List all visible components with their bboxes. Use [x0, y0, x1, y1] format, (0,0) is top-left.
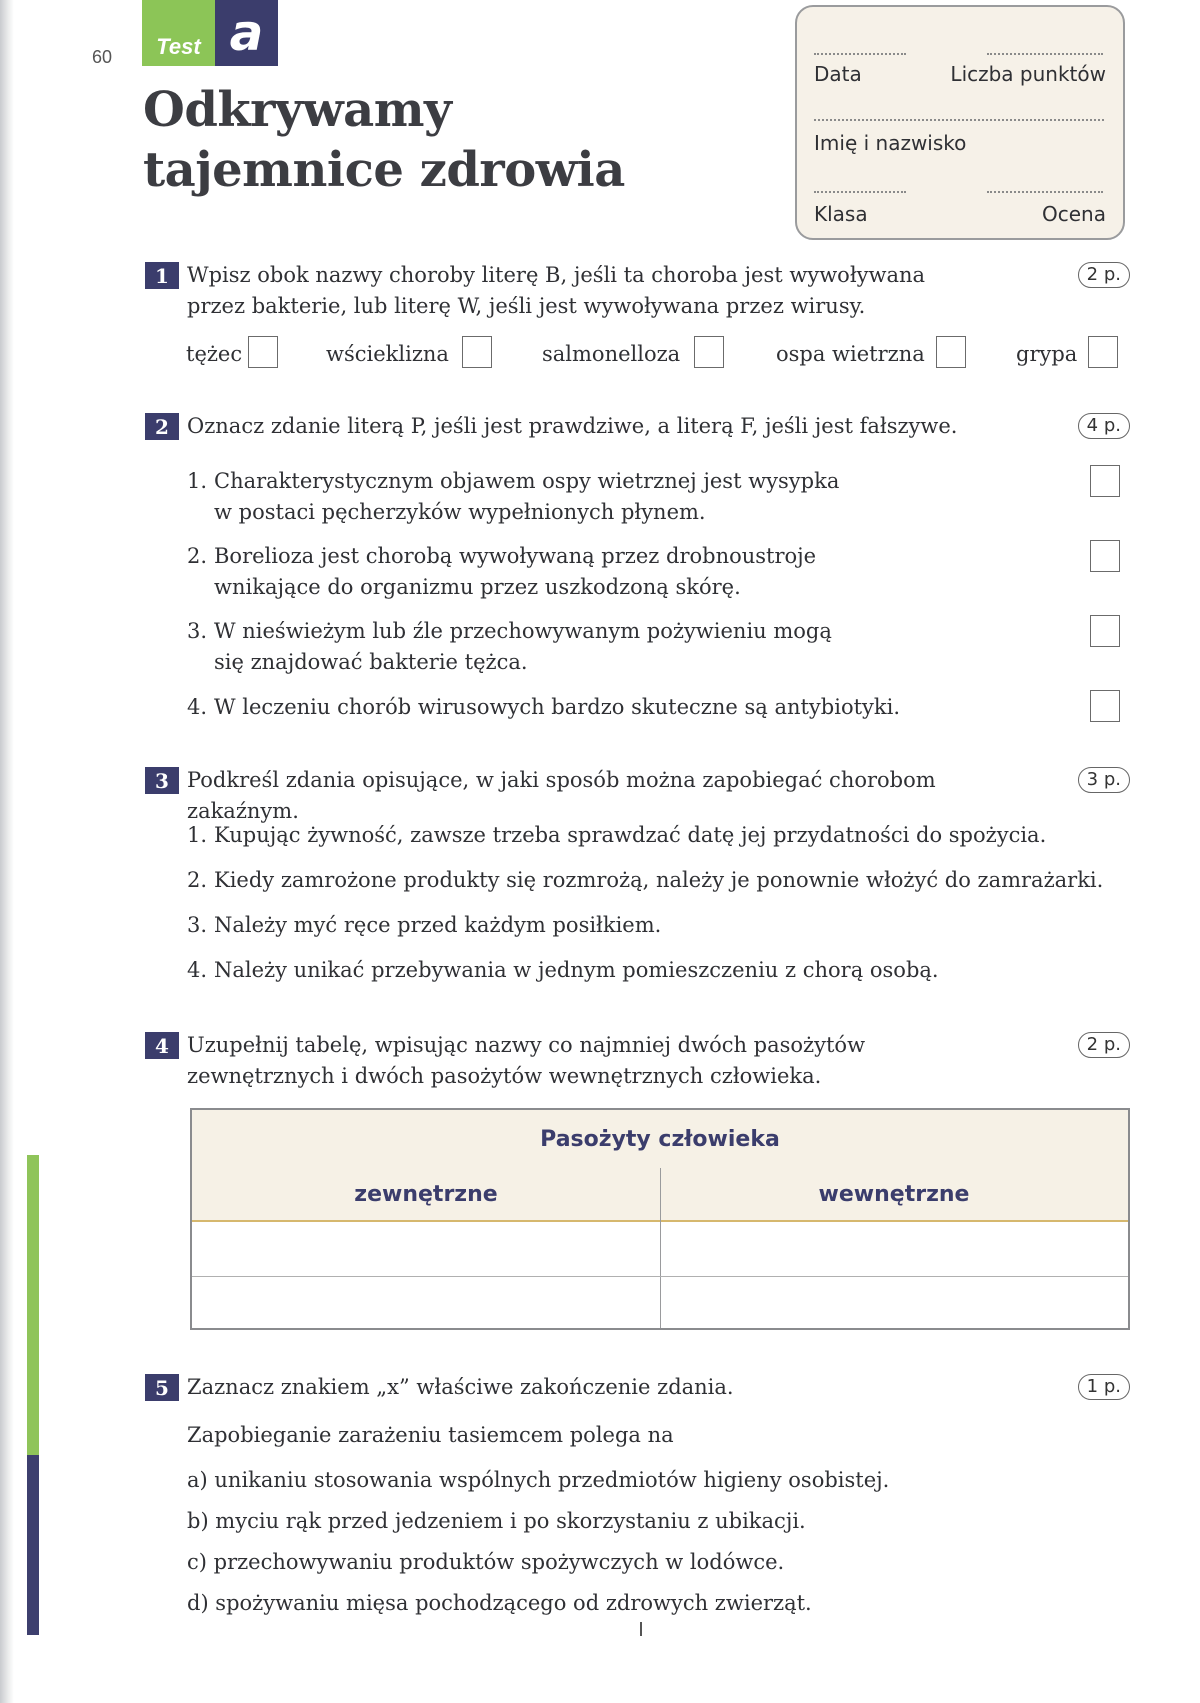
- points-badge: 4 p.: [1078, 413, 1130, 439]
- task-2: [145, 411, 1130, 443]
- true-false-box[interactable]: [1090, 690, 1120, 722]
- task-5: [145, 1372, 1130, 1404]
- page-edge-navy-marker: [27, 1455, 39, 1635]
- disease-label: ospa wietrzna: [776, 342, 925, 366]
- name-field-line[interactable]: [814, 119, 1104, 121]
- statement-number: 4.: [187, 695, 208, 719]
- date-label: Data: [814, 62, 862, 86]
- class-field-line[interactable]: [814, 191, 906, 193]
- page-edge-green-marker: [27, 1155, 39, 1455]
- points-label: Liczba punktów: [950, 62, 1106, 86]
- statement-line: W leczeniu chorób wirusowych bardzo skuteczne są antybiotyki.: [214, 695, 901, 719]
- disease-label: wścieklizna: [326, 342, 449, 366]
- points-badge: 2 p.: [1078, 1032, 1130, 1058]
- task-instruction-line: przez bakterie, lub literę W, jeśli jest wywoływana przez wirusy.: [187, 294, 866, 318]
- task-instruction: [187, 1030, 967, 1092]
- task-instruction: Oznacz zdanie literą P, jeśli jest prawdziwe, a literą F, jeśli jest fałszywe.: [187, 414, 958, 438]
- book-spine-shadow: [0, 0, 14, 1703]
- task-instruction: Podkreśl zdania opisujące, w jaki sposób można zapobiegać chorobom zakaźnym.: [187, 768, 936, 823]
- statement-line: Charakterystycznym objawem ospy wietrznej jest wysypka: [214, 469, 840, 493]
- table-title: Pasożyty człowieka: [192, 1110, 1128, 1169]
- date-field-line[interactable]: [814, 53, 906, 55]
- task-number: 2: [145, 413, 179, 440]
- disease-label: salmonelloza: [542, 342, 681, 366]
- task-instruction-line: zewnętrznych i dwóch pasożytów wewnętrznych człowieka.: [187, 1064, 822, 1088]
- sentence-number: 4.: [187, 958, 208, 982]
- statement-line: wnikające do organizmu przez uszkodzoną skórę.: [214, 575, 741, 599]
- question-stem: Zapobieganie zarażeniu tasiemcem polega na: [187, 1423, 674, 1447]
- task-number: 4: [145, 1032, 179, 1059]
- statement-number: 1.: [187, 469, 208, 493]
- task-instruction: Zaznacz znakiem „x” właściwe zakończenie zdania.: [187, 1375, 734, 1399]
- column-header-internal: wewnętrzne: [660, 1168, 1128, 1222]
- task-instruction: [187, 260, 967, 322]
- true-false-box[interactable]: [1090, 540, 1120, 572]
- sheet-center-mark: [640, 1622, 642, 1636]
- sentence-text[interactable]: Należy unikać przebywania w jednym pomieszczeniu z chorą osobą.: [214, 958, 939, 982]
- sentence-text[interactable]: Należy myć ręce przed każdym posiłkiem.: [214, 913, 662, 937]
- answer-option-d[interactable]: d) spożywaniu mięsa pochodzącego od zdrowych zwierząt.: [187, 1591, 812, 1615]
- sentence-text[interactable]: Kiedy zamrożone produkty się rozmrożą, należy je ponownie włożyć do zamrażarki.: [214, 868, 1104, 892]
- statement-line: Borelioza jest chorobą wywoływaną przez drobnoustroje: [214, 544, 817, 568]
- task-instruction-line: Uzupełnij tabelę, wpisując nazwy co najmniej dwóch pasożytów: [187, 1033, 866, 1057]
- points-badge: 1 p.: [1078, 1374, 1130, 1400]
- answer-box[interactable]: [694, 336, 724, 368]
- points-badge: 2 p.: [1078, 262, 1130, 288]
- answer-box[interactable]: [1088, 336, 1118, 368]
- task-number: 5: [145, 1374, 179, 1401]
- true-false-box[interactable]: [1090, 615, 1120, 647]
- disease-answer-row: [186, 336, 1126, 376]
- answer-cell-internal-2[interactable]: [660, 1276, 1128, 1330]
- column-header-external: zewnętrzne: [192, 1168, 660, 1222]
- disease-label: tężec: [186, 342, 243, 366]
- answer-cell-external-1[interactable]: [192, 1222, 660, 1276]
- grade-label: Ocena: [1042, 202, 1106, 226]
- student-info-box: [795, 5, 1125, 240]
- statement-number: 3.: [187, 619, 208, 643]
- statement-number: 2.: [187, 544, 208, 568]
- true-false-box[interactable]: [1090, 465, 1120, 497]
- answer-option-a[interactable]: a) unikaniu stosowania wspólnych przedmiotów higieny osobistej.: [187, 1468, 890, 1492]
- statement-text: [214, 616, 974, 678]
- class-label: Klasa: [814, 202, 868, 226]
- statement-text: [214, 541, 974, 603]
- test-badge-letter: a: [215, 0, 278, 66]
- task-4: [145, 1030, 1130, 1094]
- page-number: 60: [92, 47, 113, 67]
- statement-item: [187, 616, 987, 678]
- points-badge: 3 p.: [1078, 767, 1130, 793]
- statement-line: się znajdować bakterie tężca.: [214, 650, 528, 674]
- answer-cell-external-2[interactable]: [192, 1276, 660, 1330]
- task-number: 3: [145, 767, 179, 794]
- disease-label: grypa: [1016, 342, 1078, 366]
- statement-line: w postaci pęcherzyków wypełnionych płynem.: [214, 500, 706, 524]
- answer-box[interactable]: [248, 336, 278, 368]
- task-3: [145, 765, 1130, 823]
- answer-box[interactable]: [462, 336, 492, 368]
- answer-option-b[interactable]: b) myciu rąk przed jedzeniem i po skorzystaniu z ubikacji.: [187, 1509, 806, 1533]
- statement-text: [214, 466, 974, 528]
- test-badge: [142, 0, 278, 66]
- test-badge-label: Test: [142, 0, 215, 66]
- task-number: 1: [145, 262, 179, 289]
- grade-field-line[interactable]: [987, 191, 1103, 193]
- statement-line: W nieświeżym lub źle przechowywanym pożywieniu mogą: [214, 619, 832, 643]
- statement-item: [187, 541, 987, 603]
- parasites-table: [190, 1108, 1130, 1330]
- answer-box[interactable]: [936, 336, 966, 368]
- statement-text: [214, 692, 974, 723]
- sentence-number: 2.: [187, 868, 208, 892]
- sentence-number: 1.: [187, 823, 208, 847]
- page-title-line2: tajemnice zdrowia: [143, 142, 625, 198]
- page-title-line1: Odkrywamy: [143, 82, 452, 138]
- answer-option-c[interactable]: c) przechowywaniu produktów spożywczych w lodówce.: [187, 1550, 785, 1574]
- sentence-text[interactable]: Kupując żywność, zawsze trzeba sprawdzać datę jej przydatności do spożycia.: [214, 823, 1047, 847]
- statement-item: [187, 692, 987, 724]
- points-field-line[interactable]: [987, 53, 1103, 55]
- answer-cell-internal-1[interactable]: [660, 1222, 1128, 1276]
- name-label: Imię i nazwisko: [814, 131, 967, 155]
- sentence-number: 3.: [187, 913, 208, 937]
- page-title: [143, 80, 625, 200]
- task-1: [145, 260, 1130, 320]
- statement-item: [187, 466, 987, 528]
- task-instruction-line: Wpisz obok nazwy choroby literę B, jeśli ta choroba jest wywoływana: [187, 263, 926, 287]
